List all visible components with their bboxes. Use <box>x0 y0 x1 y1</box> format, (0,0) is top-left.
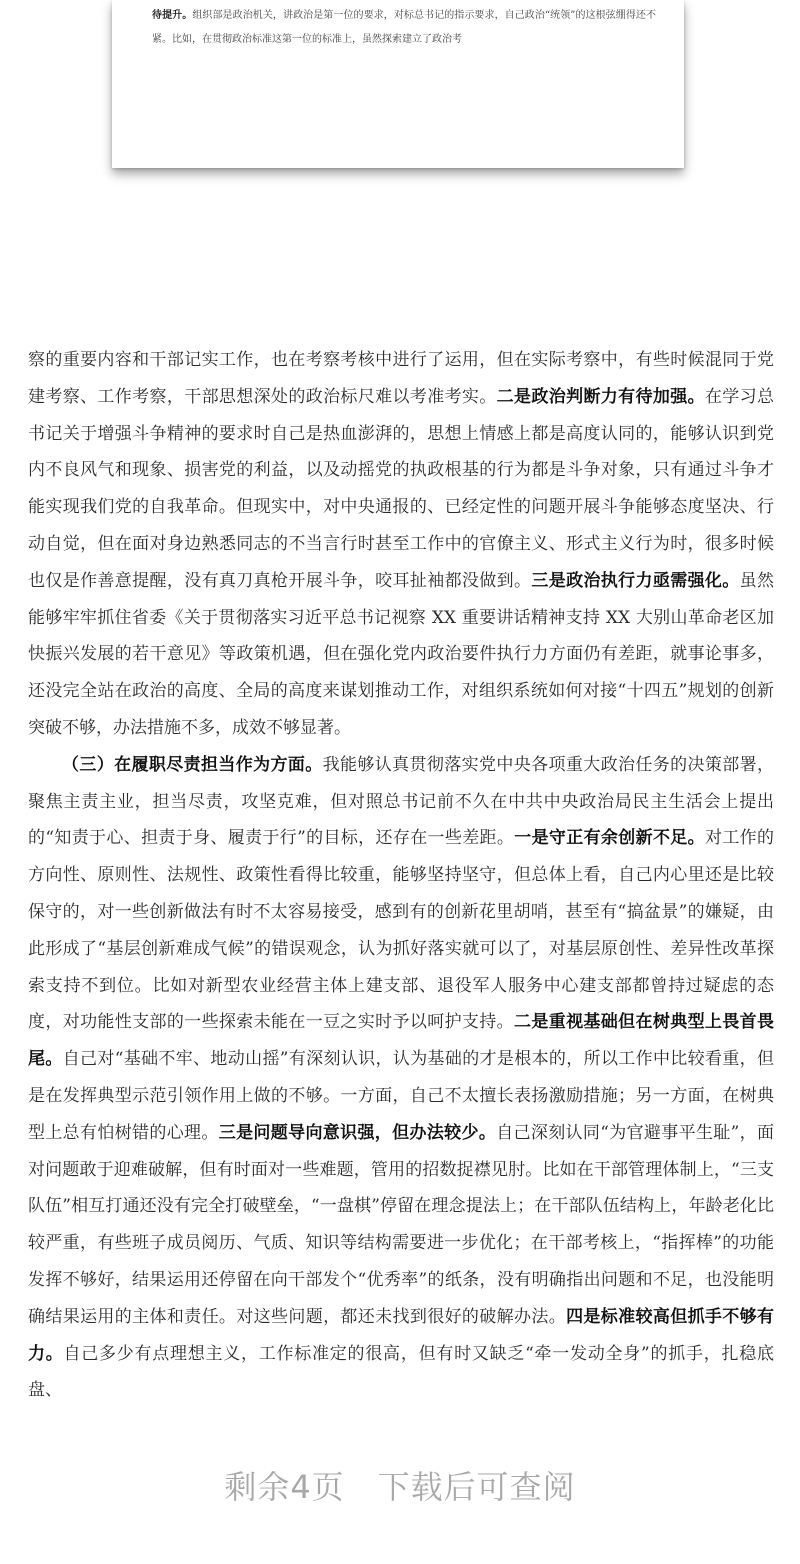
text-segment: 察的重要内容和干部记实工作，也在考察考核中进行了运用，但在实际考察中，有些时候混同于党建考察、工作考察，干部思想深处的政治标尺难以考准考实。 <box>28 350 774 407</box>
bold-heading-innovation: 一是守正有余创新不足。 <box>514 828 705 849</box>
paragraph-duty-performance <box>28 747 774 1409</box>
document-body <box>28 342 774 1409</box>
document-preview-card <box>112 0 684 168</box>
preview-paragraph <box>152 4 656 52</box>
text-segment: 对工作的方向性、原则性、法规性、政策性看得比较重，能够坚持坚守，但总体上看，自己内心里还是比较保守的，对一些创新做法有时不太容易接受，感到有的创新花里胡哨，甚至有“搞盆景”的嫌疑，由此形成了“基层创新难成气候”的错误观念，认为抓好落实就可以了，对基层原创性、差异性改革探索支持不到位。比如对新型农业经营主体上建支部、退役军人服务中心建支部都曾持过疑虑的态度，对功能性支部的一些探索未能在一豆之实时予以呵护支持。 <box>28 828 775 1033</box>
text-segment: 自己多少有点理想主义，工作标准定的很高，但有时又缺乏“牵一发动全身”的抓手，扎稳底盘、 <box>28 1343 774 1401</box>
preview-bold-lead: 待提升。 <box>152 10 193 21</box>
remaining-pages-notice[interactable]: 剩余4页 下载后可查阅 <box>224 1468 576 1506</box>
text-segment: 自己对“基础不牢、地动山摇”有深刻认识，认为基础的才是根本的，所以工作中比较看重，但是在发挥典型示范引领作用上做的不够。一方面，自己不太擅长表扬激励措施；另一方面，在树典型上总有怕树错的心理。 <box>28 1049 774 1143</box>
section-heading-duty: （三）在履职尽责担当作为方面。 <box>62 754 323 775</box>
paragraph-political-judgement <box>28 342 774 747</box>
text-segment: 我能够认真贯彻落实党中央各项重大政治任务的决策部署，聚焦主责主业，担当尽责，攻坚克难，但对照总书记前不久在中共中央政治局民主生活会上提出的“知责于心、担责于身、履责于行”的目标，还存在一些差距。 <box>28 754 774 849</box>
bold-heading-political-judgement: 二是政治判断力有待加强。 <box>496 386 705 407</box>
text-segment: 自己深刻认同“为官避事平生耻”，面对问题敢于迎难破解，但有时面对一些难题，管用的招数捉襟见肘。比如在干部管理体制上，“三支队伍”相互打通还没有完全打破壁垒，“一盘棋”停留在理念提法上；在干部队伍结构上，年龄老化比较严重，有些班子成员阅历、气质、知识等结构需要进一步优化；在干部考核上，“指挥棒”的功能发挥不够好，结果运用还停留在向干部发个“优秀率”的纸条，没有明确指出问题和不足，也没能明确结果运用的主体和责任。对这些问题，都还未找到很好的破解办法。 <box>28 1122 775 1327</box>
bold-heading-typical-models: 二是重视基础但在树典型上畏首畏尾。 <box>28 1012 774 1070</box>
text-segment: 在学习总书记关于增强斗争精神的要求时自己是热血澎湃的，思想上情感上都是高度认同的，能够认识到党内不良风气和现象、损害党的利益，以及动摇党的执政根基的行为都是斗争对象，只有通过斗争才能实现我们党的自我革命。但现实中，对中央通报的、已经定性的问题开展斗争能够态度坚决、行动自觉，但在面对身边熟悉同志的不当言行时甚至工作中的官僚主义、形式主义行为时，很多时候也仅是作善意提醒，没有真刀真枪开展斗争，咬耳扯袖都没做到。 <box>28 386 775 591</box>
text-segment: 虽然能够牢牢抓住省委《关于贯彻落实习近平总书记视察 XX 重要讲话精神支持 XX 大别山革命老区加快振兴发展的若干意见》等政策机遇，但在强化党内政治要件执行力方面仍有差距，就事论事多，还没完全站在政治的高度、全局的高度来谋划推动工作，对组织系统如何对接“十四五”规划的创新突破不够，办法措施不多，成效不够显著。 <box>28 570 775 738</box>
bold-heading-standards: 四是标准较高但抓手不够有力。 <box>28 1306 775 1364</box>
bold-heading-problem-orientation: 三是问题导向意识强，但办法较少。 <box>218 1122 497 1143</box>
bold-heading-political-execution: 三是政治执行力亟需强化。 <box>531 570 740 591</box>
preview-text: 组织部是政治机关，讲政治是第一位的要求，对标总书记的指示要求，自己政治“统领”的这根弦绷得还不紧。比如，在贯彻政治标准这第一位的标准上，虽然探索建立了政治考 <box>152 10 657 45</box>
